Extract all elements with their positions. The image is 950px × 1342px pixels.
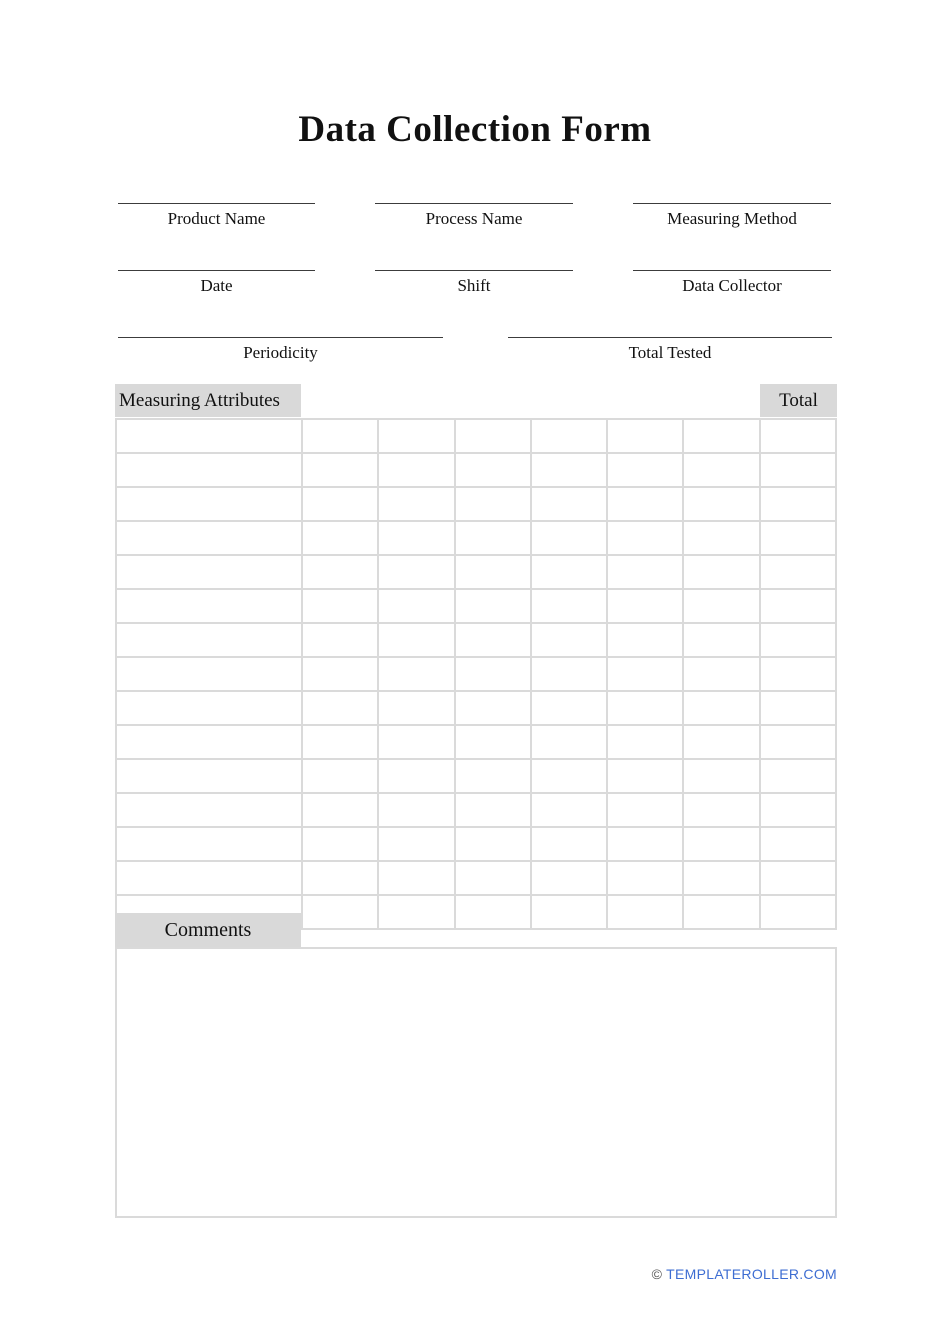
- total-cell[interactable]: [760, 827, 836, 861]
- attributes-table: [115, 418, 837, 930]
- value-cell[interactable]: [531, 555, 607, 589]
- value-cell[interactable]: [683, 623, 759, 657]
- total-cell[interactable]: [760, 657, 836, 691]
- value-cell[interactable]: [302, 521, 378, 555]
- value-cell[interactable]: [607, 453, 683, 487]
- value-cell[interactable]: [683, 759, 759, 793]
- attribute-cell[interactable]: [116, 725, 302, 759]
- attribute-cell[interactable]: [116, 827, 302, 861]
- table-row: [116, 623, 836, 657]
- value-cell[interactable]: [607, 827, 683, 861]
- table-row: [116, 657, 836, 691]
- value-cell[interactable]: [455, 419, 531, 453]
- value-cell[interactable]: [607, 793, 683, 827]
- value-cell[interactable]: [683, 793, 759, 827]
- total-cell[interactable]: [760, 521, 836, 555]
- shift-blank[interactable]: [375, 270, 573, 271]
- value-cell[interactable]: [378, 895, 454, 929]
- table-row: [116, 759, 836, 793]
- comments-header: Comments: [115, 913, 301, 947]
- attribute-cell[interactable]: [116, 521, 302, 555]
- value-cell[interactable]: [378, 419, 454, 453]
- value-cell[interactable]: [378, 521, 454, 555]
- value-cell[interactable]: [302, 657, 378, 691]
- value-cell[interactable]: [378, 623, 454, 657]
- value-cell[interactable]: [302, 691, 378, 725]
- value-cell[interactable]: [378, 555, 454, 589]
- attribute-cell[interactable]: [116, 419, 302, 453]
- table-row: [116, 691, 836, 725]
- value-cell[interactable]: [455, 691, 531, 725]
- field-label: Date: [200, 276, 233, 295]
- value-cell[interactable]: [531, 487, 607, 521]
- value-cell[interactable]: [531, 691, 607, 725]
- value-cell[interactable]: [683, 589, 759, 623]
- value-cell[interactable]: [607, 623, 683, 657]
- value-cell[interactable]: [455, 657, 531, 691]
- field-periodicity: [118, 304, 443, 363]
- value-cell[interactable]: [531, 657, 607, 691]
- table-row: [116, 453, 836, 487]
- value-cell[interactable]: [378, 725, 454, 759]
- value-cell[interactable]: [607, 521, 683, 555]
- total-header: Total: [760, 384, 837, 417]
- total-cell[interactable]: [760, 623, 836, 657]
- attribute-cell[interactable]: [116, 861, 302, 895]
- value-cell[interactable]: [607, 487, 683, 521]
- total-tested-blank[interactable]: [508, 337, 832, 338]
- value-cell[interactable]: [683, 419, 759, 453]
- footer: [652, 1266, 837, 1282]
- table-row: [116, 419, 836, 453]
- table-row: [116, 725, 836, 759]
- value-cell[interactable]: [607, 895, 683, 929]
- field-total-tested: [508, 304, 832, 363]
- table-row: [116, 827, 836, 861]
- value-cell[interactable]: [531, 521, 607, 555]
- value-cell[interactable]: [378, 657, 454, 691]
- field-data-collector: [633, 237, 831, 296]
- value-cell[interactable]: [531, 623, 607, 657]
- value-cell[interactable]: [302, 487, 378, 521]
- value-cell[interactable]: [531, 793, 607, 827]
- total-cell[interactable]: [760, 861, 836, 895]
- value-cell[interactable]: [683, 827, 759, 861]
- value-cell[interactable]: [455, 487, 531, 521]
- value-cell[interactable]: [378, 487, 454, 521]
- value-cell[interactable]: [531, 861, 607, 895]
- field-label: Periodicity: [243, 343, 318, 362]
- process-name-blank[interactable]: [375, 203, 573, 204]
- value-cell[interactable]: [378, 827, 454, 861]
- value-cell[interactable]: [455, 725, 531, 759]
- value-cell[interactable]: [302, 759, 378, 793]
- value-cell[interactable]: [683, 725, 759, 759]
- value-cell[interactable]: [302, 793, 378, 827]
- total-cell[interactable]: [760, 555, 836, 589]
- value-cell[interactable]: [607, 657, 683, 691]
- value-cell[interactable]: [302, 861, 378, 895]
- total-cell[interactable]: [760, 419, 836, 453]
- value-cell[interactable]: [378, 691, 454, 725]
- value-cell[interactable]: [683, 861, 759, 895]
- value-cell[interactable]: [607, 725, 683, 759]
- value-cell[interactable]: [378, 793, 454, 827]
- value-cell[interactable]: [455, 623, 531, 657]
- table-row: [116, 555, 836, 589]
- value-cell[interactable]: [683, 555, 759, 589]
- value-cell[interactable]: [455, 895, 531, 929]
- table-row: [116, 793, 836, 827]
- value-cell[interactable]: [378, 453, 454, 487]
- value-cell[interactable]: [302, 589, 378, 623]
- total-cell[interactable]: [760, 759, 836, 793]
- page-title: Data Collection Form: [298, 109, 652, 150]
- field-date: [118, 237, 315, 296]
- value-cell[interactable]: [455, 827, 531, 861]
- value-cell[interactable]: [607, 589, 683, 623]
- value-cell[interactable]: [455, 589, 531, 623]
- table-row: [116, 589, 836, 623]
- value-cell[interactable]: [455, 759, 531, 793]
- value-cell[interactable]: [302, 827, 378, 861]
- field-process-name: [375, 170, 573, 229]
- value-cell[interactable]: [455, 793, 531, 827]
- copyright-symbol: ©: [651, 1266, 663, 1282]
- value-cell[interactable]: [607, 691, 683, 725]
- value-cell[interactable]: [531, 419, 607, 453]
- attribute-cell[interactable]: [116, 589, 302, 623]
- value-cell[interactable]: [455, 555, 531, 589]
- value-cell[interactable]: [378, 861, 454, 895]
- value-cell[interactable]: [531, 453, 607, 487]
- attribute-cell[interactable]: [116, 623, 302, 657]
- total-cell[interactable]: [760, 793, 836, 827]
- measuring-attributes-header: Measuring Attributes: [115, 384, 301, 417]
- attribute-cell[interactable]: [116, 657, 302, 691]
- value-cell[interactable]: [683, 691, 759, 725]
- total-cell[interactable]: [760, 487, 836, 521]
- field-shift: [375, 237, 573, 296]
- data-collector-blank[interactable]: [633, 270, 831, 271]
- templateroller-link[interactable]: TEMPLATEROLLER.COM: [666, 1266, 837, 1282]
- total-cell[interactable]: [760, 725, 836, 759]
- attribute-cell[interactable]: [116, 691, 302, 725]
- field-label: Product Name: [167, 209, 266, 228]
- periodicity-blank[interactable]: [118, 337, 443, 338]
- date-blank[interactable]: [118, 270, 315, 271]
- value-cell[interactable]: [455, 861, 531, 895]
- total-cell[interactable]: [760, 691, 836, 725]
- total-cell[interactable]: [760, 895, 836, 929]
- value-cell[interactable]: [302, 419, 378, 453]
- attribute-cell[interactable]: [116, 453, 302, 487]
- value-cell[interactable]: [607, 555, 683, 589]
- value-cell[interactable]: [531, 759, 607, 793]
- total-cell[interactable]: [760, 453, 836, 487]
- measuring-method-blank[interactable]: [633, 203, 831, 204]
- field-label: Data Collector: [682, 276, 782, 295]
- attribute-cell[interactable]: [116, 555, 302, 589]
- value-cell[interactable]: [683, 453, 759, 487]
- comments-box[interactable]: [115, 947, 837, 1218]
- value-cell[interactable]: [683, 895, 759, 929]
- table-row: [116, 487, 836, 521]
- table-row: [116, 521, 836, 555]
- value-cell[interactable]: [302, 453, 378, 487]
- field-label: Measuring Method: [667, 209, 797, 228]
- value-cell[interactable]: [378, 759, 454, 793]
- value-cell[interactable]: [531, 589, 607, 623]
- value-cell[interactable]: [683, 657, 759, 691]
- field-measuring-method: [633, 170, 831, 229]
- value-cell[interactable]: [683, 487, 759, 521]
- value-cell[interactable]: [607, 861, 683, 895]
- value-cell[interactable]: [455, 521, 531, 555]
- field-label: Process Name: [425, 209, 523, 228]
- value-cell[interactable]: [531, 827, 607, 861]
- attribute-cell[interactable]: [116, 487, 302, 521]
- value-cell[interactable]: [378, 589, 454, 623]
- product-name-blank[interactable]: [118, 203, 315, 204]
- value-cell[interactable]: [302, 725, 378, 759]
- table-row: [116, 861, 836, 895]
- value-cell[interactable]: [607, 419, 683, 453]
- value-cell[interactable]: [302, 555, 378, 589]
- value-cell[interactable]: [302, 895, 378, 929]
- value-cell[interactable]: [607, 759, 683, 793]
- field-product-name: [118, 170, 315, 229]
- value-cell[interactable]: [302, 623, 378, 657]
- total-cell[interactable]: [760, 589, 836, 623]
- value-cell[interactable]: [531, 895, 607, 929]
- attribute-cell[interactable]: [116, 759, 302, 793]
- field-label: Total Tested: [628, 343, 712, 362]
- value-cell[interactable]: [455, 453, 531, 487]
- value-cell[interactable]: [531, 725, 607, 759]
- field-label: Shift: [457, 276, 491, 295]
- attribute-cell[interactable]: [116, 793, 302, 827]
- value-cell[interactable]: [683, 521, 759, 555]
- attributes-table-body: [116, 419, 836, 929]
